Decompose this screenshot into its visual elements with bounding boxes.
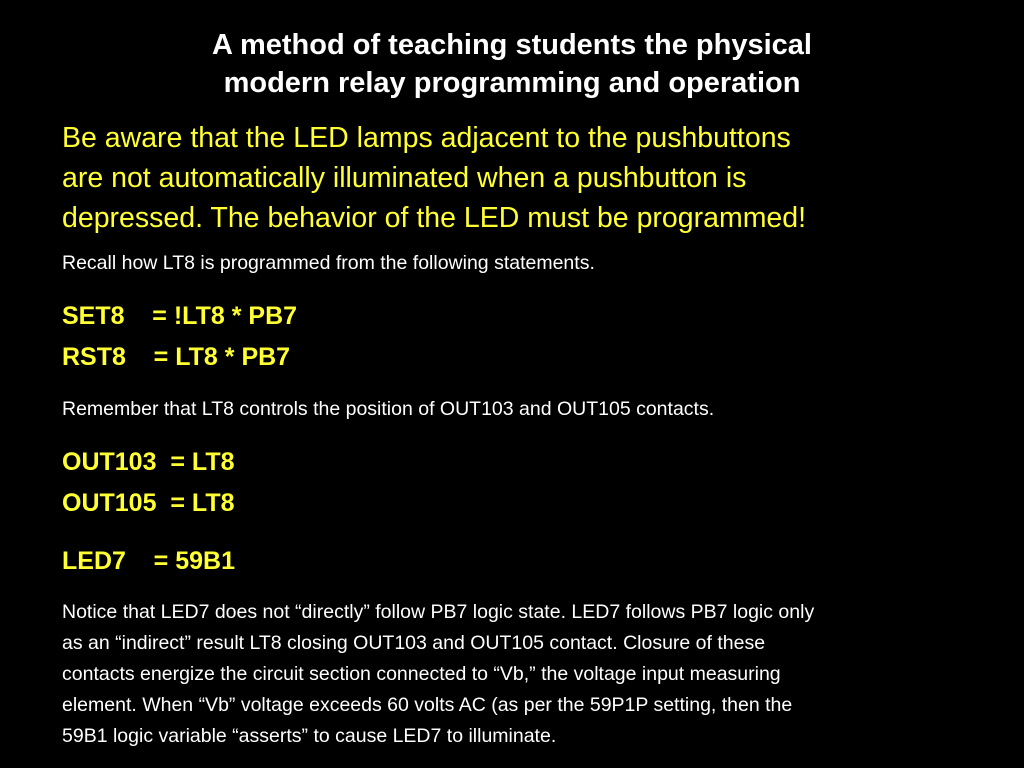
notice-line-1: Notice that LED7 does not “directly” follow PB7 logic state. LED7 follows PB7 logic only — [62, 601, 815, 623]
slide-title-line-1: A method of teaching students the physical — [212, 29, 812, 61]
notice-line-2: as an “indirect” result LT8 closing OUT103 and OUT105 contact. Closure of these — [62, 632, 766, 654]
notice-line-3: contacts energize the circuit section connected to “Vb,” the voltage input measuring — [62, 663, 781, 685]
equation-rst8: RST8 = LT8 * PB7 — [62, 343, 291, 371]
slide-title-line-2: modern relay programming and operation — [223, 67, 801, 99]
led-warning-line-3: depressed. The behavior of the LED must be programmed! — [62, 202, 807, 234]
slide-title — [0, 26, 1024, 102]
equation-out103: OUT103 = LT8 — [62, 448, 235, 476]
led-warning-line-1: Be aware that the LED lamps adjacent to the pushbuttons — [62, 122, 791, 154]
equation-led7: LED7 = 59B1 — [62, 547, 235, 575]
remember-note: Remember that LT8 controls the position of OUT103 and OUT105 contacts. — [62, 398, 715, 420]
led-warning-text — [62, 118, 1002, 238]
notice-line-5: 59B1 logic variable “asserts” to cause LED7 to illuminate. — [62, 725, 557, 747]
equation-out105: OUT105 = LT8 — [62, 489, 235, 517]
notice-paragraph — [62, 597, 992, 752]
recall-note: Recall how LT8 is programmed from the following statements. — [62, 252, 595, 274]
equation-set8: SET8 = !LT8 * PB7 — [62, 302, 298, 330]
led-warning-line-2: are not automatically illuminated when a pushbutton is — [62, 162, 747, 194]
notice-line-4: element. When “Vb” voltage exceeds 60 volts AC (as per the 59P1P setting, then the — [62, 694, 793, 716]
